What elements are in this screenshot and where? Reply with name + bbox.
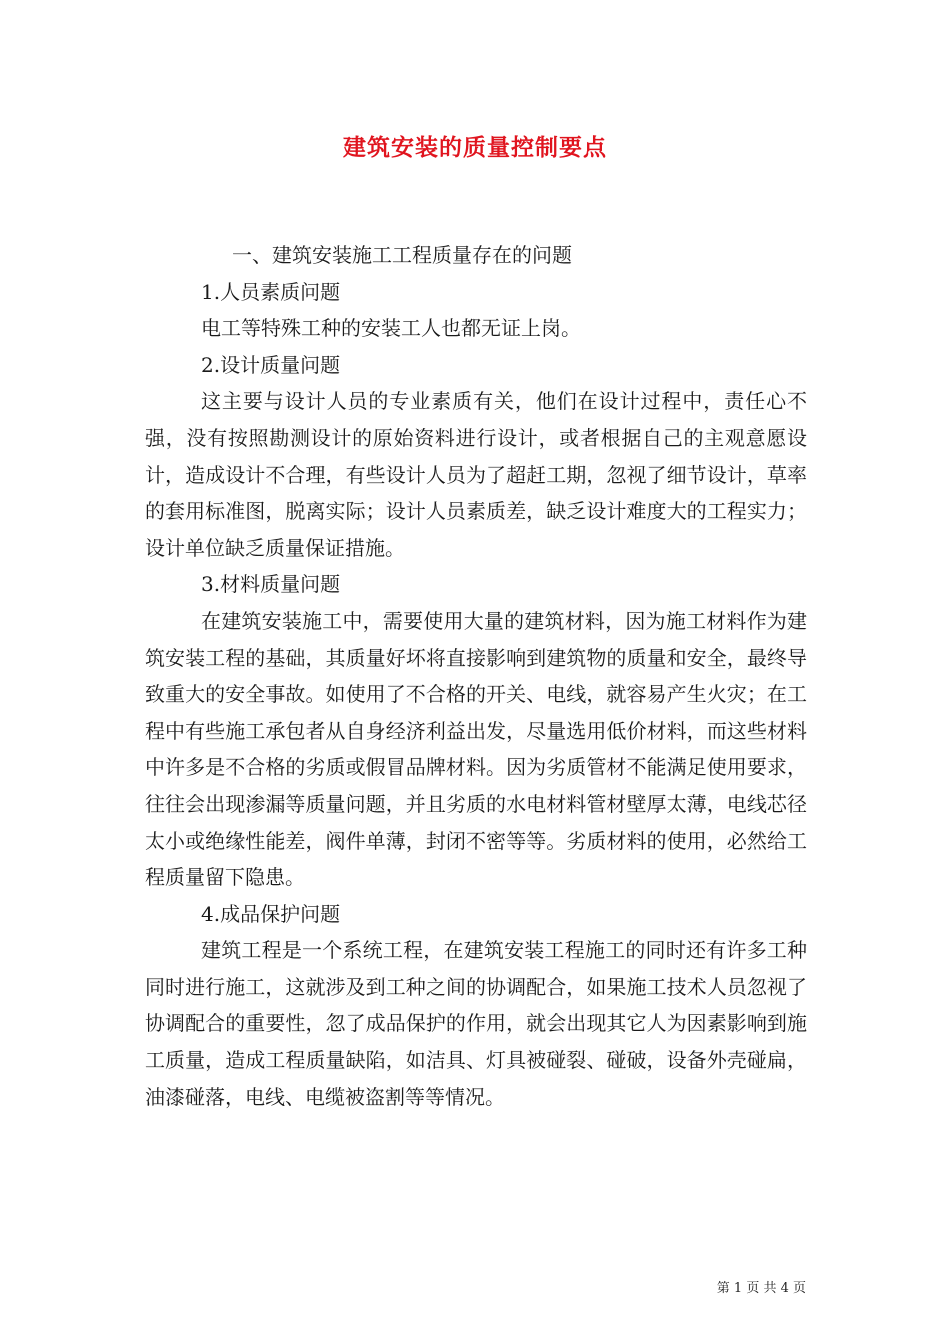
document-body [145,237,807,1115]
paragraph: 建筑工程是一个系统工程，在建筑安装工程施工的同时还有许多工种同时进行施工，这就涉及到工种之间的协调配合，如果施工技术人员忽视了协调配合的重要性，忽了成品保护的作用，就会出现其它人为因素影响到施工质量，造成工程质量缺陷，如洁具、灯具被碰裂、碰破，设备外壳碰扁，油漆碰落，电线、电缆被盗割等等情况。 [145,938,807,1109]
paragraph: 在建筑安装施工中，需要使用大量的建筑材料，因为施工材料作为建筑安装工程的基础，其质量好坏将直接影响到建筑物的质量和安全，最终导致重大的安全事故。如使用了不合格的开关、电线，就容易产生火灾；在工程中有些施工承包者从自身经济利益出发，尽量选用低价材料，而这些材料中许多是不合格的劣质或假冒品牌材料。因为劣质管材不能满足使用要求，往往会出现渗漏等质量问题，并且劣质的水电材料管材壁厚太薄，电线芯径太小或绝缘性能差，阀件单薄，封闭不密等等。劣质材料的使用，必然给工程质量留下隐患。 [145,608,807,890]
document-title: 建筑安装的质量控制要点 [343,134,607,161]
subheading-design: 2.设计质量问题 [201,352,341,377]
page-number: 第 1 页 共 4 页 [716,1281,806,1296]
subheading-protection: 4.成品保护问题 [201,901,341,926]
subheading-personnel: 1.人员素质问题 [201,279,341,304]
paragraph: 这主要与设计人员的专业素质有关，他们在设计过程中，责任心不强，没有按照勘测设计的原始资料进行设计，或者根据自己的主观意愿设计，造成设计不合理，有些设计人员为了超赶工期，忽视了细节设计，草率的套用标准图，脱离实际；设计人员素质差，缺乏设计难度大的工程实力；设计单位缺乏质量保证措施。 [145,389,807,560]
subheading-materials: 3.材料质量问题 [201,572,341,597]
paragraph: 电工等特殊工种的安装工人也都无证上岗。 [201,316,581,341]
section-heading: 一、建筑安装施工工程质量存在的问题 [232,243,572,267]
